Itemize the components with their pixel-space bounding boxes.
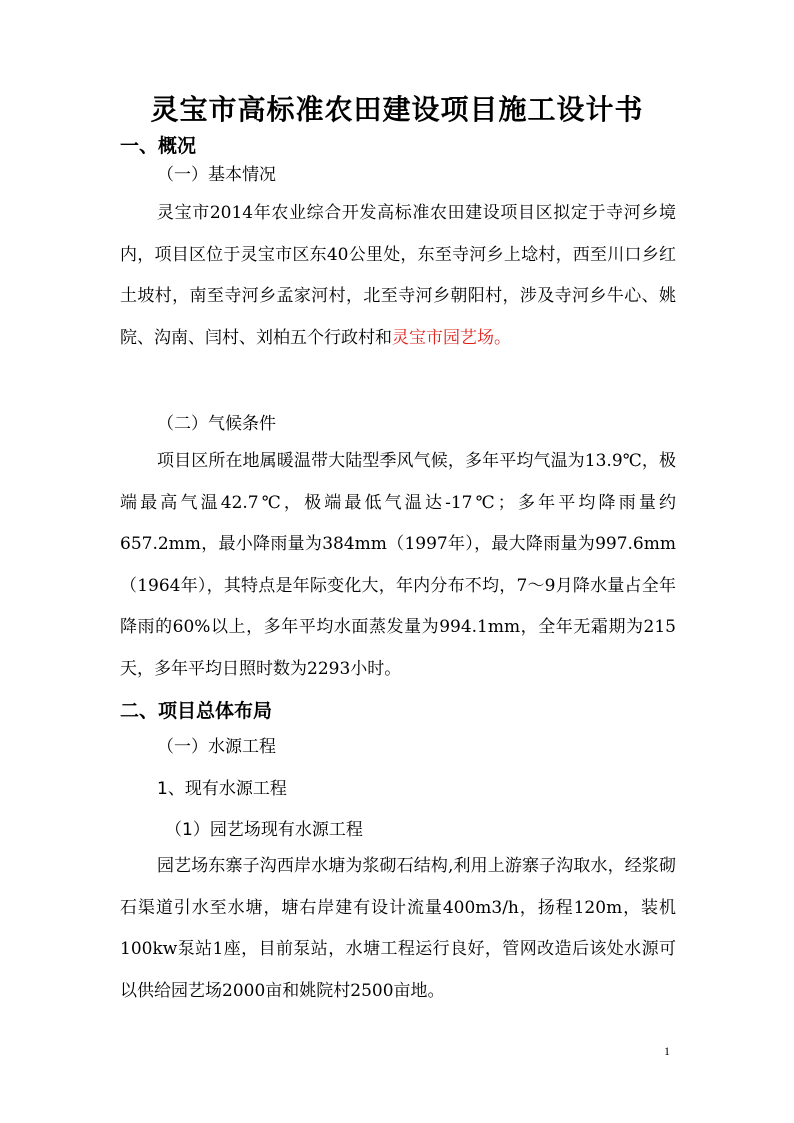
list-item-existing-water-source: 1、现有水源工程 (157, 779, 287, 799)
highlighted-text-garden-farm: 灵宝市园艺场。 (392, 327, 511, 348)
list-item-garden-farm-water-source: （1）园艺场现有水源工程 (165, 820, 363, 840)
paragraph-climate: 项目区所在地属暖温带大陆型季风气候，多年平均气温为13.9℃，极端最高气温42.7℃，极端最低气温达-17℃；多年平均降雨量约657.2mm，最小降雨量为384mm（1997年），最大降雨量为997.6mm（1964年），其特点是年际变化大，年内分布不均，7～9月降水量占全年降雨的60%以上，多年平均水面蒸发量为994.1mm，全年无霜期为215天，多年平均日照时数为2293小时。 (120, 451, 676, 679)
paragraph-water-source: 园艺场东寨子沟西岸水塘为浆砌石结构,利用上游寨子沟取水，经浆砌石渠道引水至水塘，塘右岸建有设计流量400m3/h，扬程120m，装机100kw泵站1座，目前泵站，水塘工程运行良好，管网改造后该处水源可以供给园艺场2000亩和姚院村2500亩地。 (120, 856, 676, 1001)
section-heading-overview: 一、概况 (120, 135, 197, 157)
subheading-basic-info: （一）基本情况 (157, 165, 276, 185)
subheading-climate: （二）气候条件 (157, 414, 276, 434)
paragraph-basic-info (120, 193, 676, 359)
page-number: 1 (664, 1044, 670, 1058)
paragraph-basic-info-text: 灵宝市2014年农业综合开发高标准农田建设项目区拟定于寺河乡境内，项目区位于灵宝市区东40公里处，东至寺河乡上埝村，西至川口乡红土坡村，南至寺河乡孟家河村，北至寺河乡朝阳村，涉及寺河乡牛心、姚院、沟南、闫村、刘柏五个行政村和 (120, 203, 676, 348)
subheading-water-source: （一）水源工程 (157, 737, 276, 757)
section-heading-layout: 二、项目总体布局 (120, 700, 273, 722)
document-title: 灵宝市高标准农田建设项目施工设计书 (150, 93, 644, 126)
